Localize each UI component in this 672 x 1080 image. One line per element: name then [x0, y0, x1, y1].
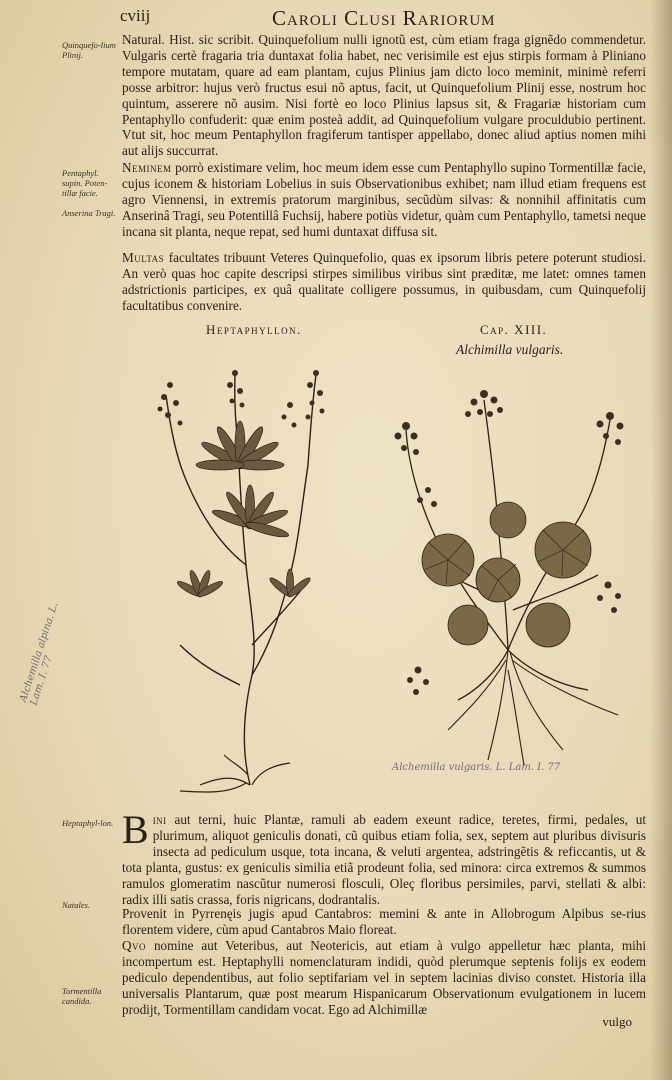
margin-note-heptaphyllon: Heptaphyl-lon.: [62, 818, 114, 828]
paragraph-2-lead: Neminem: [122, 160, 172, 175]
paragraph-4-text: aut terni, huic Plantæ, ramuli ab eadem exeunt radice, teretes, firmi, pedales, ut plurimum, aliquot geniculis donati, cũ quibus etiam folia, sex, septem aut pluribus divisuris insecta ad pediculum usque, tota incana, & veluti argentea, adstringẽtis & reficcantis, ut & tota planta, gustus: ex geniculis similia etiã prodeunt folia, sed minora: circa extremos & summos ramulos glomeratim nascũtur numerosi flosculi, Oleç floribus persimiles, parvi, stellati & albi: radix illi satis crassa, foris nigricans, dodrantalis.: [122, 812, 646, 907]
margin-note-tormentilla: Tormentilla candida.: [62, 986, 102, 1006]
alchimilla-woodcut: [388, 370, 638, 770]
paragraph-6-text: nomine aut Veteribus, aut Neotericis, aut etiam à vulgo appelletur hæc planta, mihi incompertum est. Heptaphylli nomenclaturam indidi, quòd plerumque septenis folijs ex eodem pediculo dependentibus, aut folio septifariam vel in septem lacinias diviso constet. Historia illa universalis Plantarum, quæ post mearum Hispanicarum Observationum evulgationem in lucem prodijt, Tormentillam candidam vocat. Ego ad Alchimillæ: [122, 938, 646, 1017]
paragraph-1: Natural. Hist. sic scribit. Quinquefolium nulli ignotũ est, cùm etiam fraga gignẽdo commendetur. Vulgaris certè fragaria tria duntaxat folia habet, nec verisimile est ejus stirpis formam à Pliniano tempore mutatam, quare ad eam plantam, cujus Plinius jam dicto loco meminit, minimè referri posse arbitror: hujus verò fructus esui nõ aptus, facit, ut Quinquefolium Plinij esse, nostrum hoc quintum, asserere nõ ausim. Nisi fortè eo loco Plinius lapsus sit, & Fragariæ historiam cum Pentaphyllo confuderit: quæ enim posteà addit, ad Quinquefolium vulgare proculdubio pertinent. Vtut sit, hoc meum Pentaphyllon fragiferum tantisper appellabo, donec aliud aptius nomen mihi aut alijs succurrat.: [122, 32, 646, 159]
paragraph-6: [122, 938, 646, 1018]
paragraph-3-text: facultates tribuunt Veteres Quinquefolio, quas ex ipsorum libris petere poterunt studiosi. An verò quas hoc capite descripsi stirpes similibus viribus sint præditæ, me latet: omnes tamen adstrictionis participes, ex quâ qualitate colligere possumus, in quibusdam, cum Quinquefolij facultatibus convenire.: [122, 250, 646, 313]
running-title: Caroli Clusi Rariorum: [272, 6, 496, 30]
page-header: [120, 6, 660, 30]
catchword: vulgo: [602, 1014, 632, 1029]
pencil-annotation-right: Alchemilla vulgaris. L. Lam. I. 77: [392, 762, 561, 773]
paragraph-3-lead: Multas: [122, 250, 165, 265]
paragraph-2: [122, 160, 646, 240]
paragraph-6-lead: Qvo: [122, 938, 147, 953]
paragraph-2-text: porrò existimare velim, hoc meum idem esse cum Pentaphyllo supino Tormentillæ facie, cujus iconem & historiam Lobelius in suis Observationibus exhibet; nam illud etiam frequens est agro Viennensi, in extremis pratorum marginibus, secũdùm silvas: & nonnihil affinitatis cum Anserinâ Tragi, seu Potentillâ Fuchsij, habere potiùs videtur, quàm cum Pentaphyllo, tametsi neque incana sit planta, neque repat, sed humi duntaxat diffusa sit.: [122, 160, 646, 239]
margin-note-anserina: Anserina Tragi.: [62, 208, 116, 218]
figure-caption-chapter: Cap. XIII.: [480, 322, 548, 337]
pencil-annotation-left: Alchemilla alpina. L. Lam. I. 77: [18, 601, 61, 707]
heptaphyllon-woodcut: [140, 345, 340, 795]
drop-cap: B: [122, 807, 149, 852]
margin-note-natales: Natales.: [62, 900, 91, 910]
figure-caption-heptaphyllon: Heptaphyllon.: [206, 322, 302, 337]
paragraph-4: [122, 807, 646, 907]
margin-note-pentaphyl: Pentaphyl. supin. Poten-tillæ facie.: [62, 168, 108, 198]
folio-number: cviij: [120, 6, 151, 25]
figure-subcaption-alchimilla: Alchimilla vulgaris.: [456, 342, 564, 357]
paragraph-5: Provenit in Pyrrenęis jugis apud Cantabros: memini & ante in Allobrogum Alpibus se-rius florentem videre, cùm apud Cantabros Maio floreat.: [122, 906, 646, 937]
paragraph-3: [122, 250, 646, 314]
page-gutter-shadow: [650, 0, 672, 1080]
margin-note-quinquefolium: Quinquefo-lium Plinij.: [62, 40, 116, 60]
paragraph-4-lead: ini: [152, 812, 167, 827]
